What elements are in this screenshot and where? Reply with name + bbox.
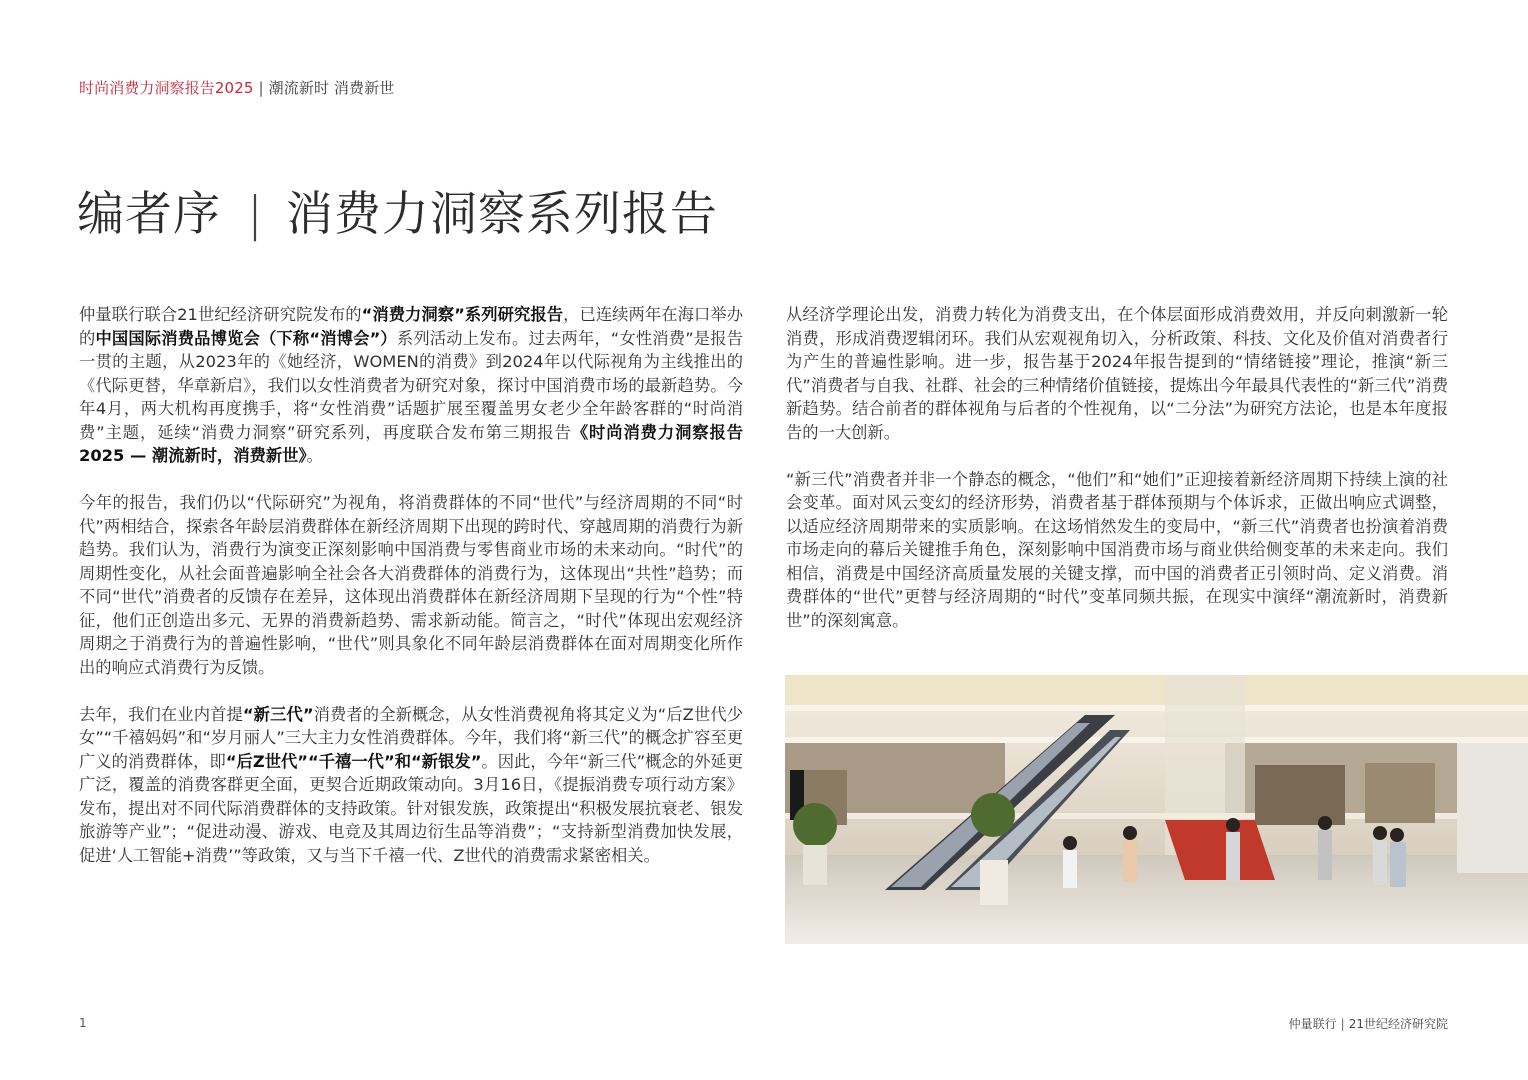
- page-title-right: 消费力洞察系列报告: [285, 187, 718, 242]
- page-title-separator: |: [247, 187, 264, 242]
- bold-run: 《时尚消费力洞察报告2025 — 潮流新时，消费新世》: [79, 422, 743, 465]
- page-title-left: 编者序: [77, 187, 221, 242]
- text-run: 仲量联行联合21世纪经济研究院发布的: [79, 305, 362, 324]
- text-run: 消费者的全新概念，从女性消费视角将其定义为“后Z世代少女”“千禧妈妈”和“岁月丽人”三大主力女性消费群体。今年，我们将“新三代”的概念扩容至更广义的消费群体，即: [79, 704, 743, 771]
- page-title: [77, 183, 718, 247]
- left-paragraph-2: 今年的报告，我们仍以“代际研究”为视角，将消费群体的不同“世代”与经济周期的不同“时代”两相结合，探索各年龄层消费群体在新经济周期下出现的跨时代、穿越周期的消费行为新趋势。我们认为，消费行为演变正深刻影响中国消费与零售商业市场的未来动向。“时代”的周期性变化，从社会面普遍影响全社会各大消费群体的消费行为，这体现出“共性”趋势；而不同“世代”消费者的反馈存在差异，这体现出消费群体在新经济周期下呈现的行为“个性”特征，他们正创造出多元、无界的消费新趋势、需求新动能。简言之，“时代”体现出宏观经济周期之于消费行为的普遍性影响，“世代”则具象化不同年龄层消费群体在面对周期变化所作出的响应式消费行为反馈。: [79, 493, 743, 677]
- shopping-mall-photo: [785, 675, 1528, 944]
- bold-run: 中国国际消费品博览会（下称“消博会”）: [95, 328, 397, 348]
- footer-org-jll: 仲量联行: [1288, 1017, 1337, 1031]
- bold-run: “消费力洞察”系列研究报告: [361, 305, 564, 324]
- text-run: 去年，我们在业内首提: [79, 704, 243, 724]
- header-report-title: 时尚消费力洞察报告2025: [79, 79, 254, 97]
- footer-separator: |: [1340, 1017, 1345, 1031]
- footer-organizations: [1289, 1015, 1448, 1032]
- right-column: [786, 303, 1448, 656]
- mall-illustration: [785, 675, 1528, 944]
- left-column: [79, 303, 743, 891]
- text-run: 系列活动上发布。过去两年，“女性消费”是报告一贯的主题，从2023年的《她经济，WOMEN的消费》到2024年以代际视角为主线推出的《代际更替，华章新启》，我们以女性消费者为研究对象，探讨中国消费市场的最新趋势。今年4月，两大机构再度携手，将“女性消费”话题扩展至覆盖男女老少全年龄客群的“时尚消费”主题，延续“消费力洞察”研究系列，再度联合发布第三期报告: [79, 328, 743, 442]
- right-paragraph-1: 从经济学理论出发，消费力转化为消费支出，在个体层面形成消费效用，并反向刺激新一轮消费，形成消费逻辑闭环。我们从宏观视角切入，分析政策、科技、文化及价值对消费者行为产生的普遍性影响。进一步，报告基于2024年报告提到的“情绪链接”理论，推演“新三代”消费者与自我、社群、社会的三种情绪价值链接，提炼出今年最具代表性的“新三代”消费新趋势。结合前者的群体视角与后者的个性视角，以“二分法”为研究方法论，也是本年度报告的一大创新。: [786, 305, 1448, 442]
- bold-run: “后Z世代”“千禧一代”和“新银发”: [225, 751, 482, 771]
- page-number: 1: [79, 1016, 87, 1030]
- left-paragraph-1: [79, 303, 743, 468]
- header-separator: |: [258, 79, 264, 97]
- text-run: ，已连续两年在海口举办的: [79, 305, 743, 348]
- text-run: 。因此，今年“新三代”概念的外延更广泛，覆盖的消费客群更全面，更契合近期政策动向。3月16日，《提振消费专项行动方案》发布，提出对不同代际消费群体的支持政策。针对银发族，政策提出“积极发展抗衰老、银发旅游等产业”；“促进动漫、游戏、电竞及其周边衍生品等消费”；“支持新型消费加快发展，促进‘人工智能+消费’”等政策，又与当下千禧一代、Z世代的消费需求紧密相关。: [79, 751, 744, 865]
- footer-org-21st-century: 21世纪经济研究院: [1348, 1017, 1448, 1031]
- running-header: [79, 77, 394, 99]
- right-paragraph-2: “新三代”消费者并非一个静态的概念，“他们”和“她们”正迎接着新经济周期下持续上演的社会变革。面对风云变幻的经济形势，消费者基于群体预期与个体诉求，正做出响应式调整，以适应经济周期带来的实质影响。在这场悄然发生的变局中，“新三代”消费者也扮演着消费市场走向的幕后关键推手角色，深刻影响中国消费市场与商业供给侧变革的未来走向。我们相信，消费是中国经济高质量发展的关键支撑，而中国的消费者正引领时尚、定义消费。消费群体的“世代”更替与经济周期的“时代”变革同频共振，在现实中演绎“潮流新时，消费新世”的深刻寓意。: [786, 469, 1448, 630]
- header-subtitle: 潮流新时 消费新世: [268, 79, 395, 97]
- text-run: 。: [306, 446, 323, 465]
- left-paragraph-3: [79, 703, 743, 868]
- bold-run: “新三代”: [242, 704, 314, 724]
